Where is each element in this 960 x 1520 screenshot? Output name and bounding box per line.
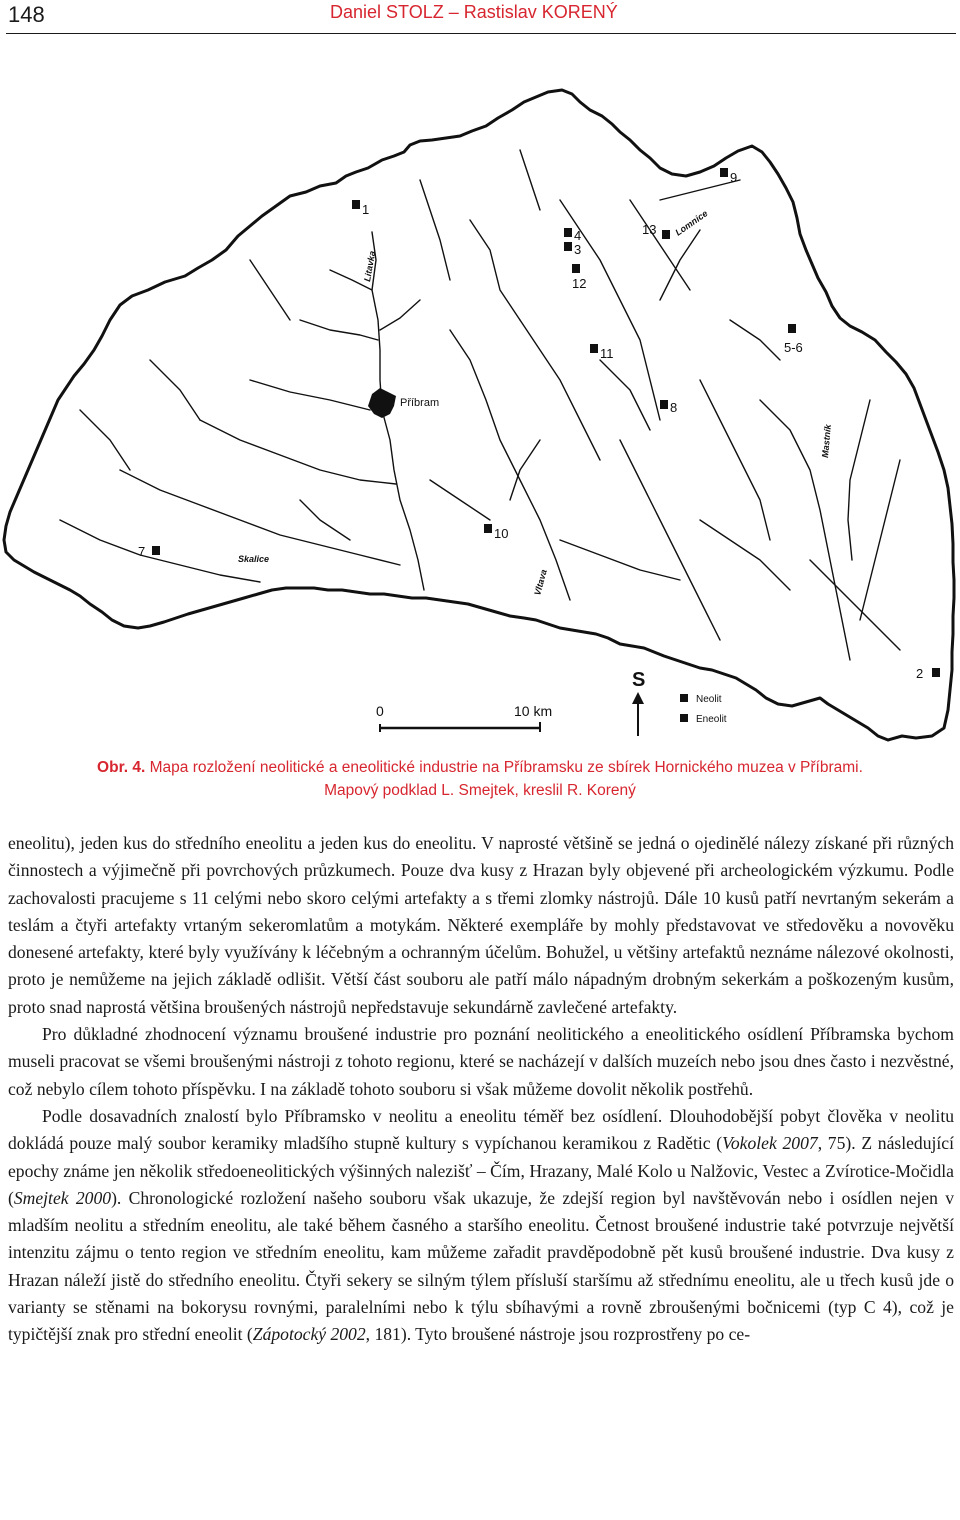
- river-label: Lomnice: [673, 208, 710, 238]
- header-rule: [6, 33, 956, 34]
- site-marker-icon: [590, 344, 598, 353]
- paragraph: [8, 830, 954, 1021]
- paragraph: [8, 1103, 954, 1349]
- site-label: 9: [730, 170, 738, 185]
- paragraph-text: , 75). Z následující epochy známe jen několik středoeneolitických výšinných nalezišť – Čím, Hrazany, Malé Kolo u Nalžovic, Vestec a Zvírotice-Močidla (: [8, 1133, 954, 1208]
- river-label: Litavka: [362, 250, 378, 283]
- site-marker-icon: [788, 324, 796, 333]
- paragraph-text: eneolitu), jeden kus do středního eneolitu a jeden kus do eneolitu. V naprosté většině se jedná o ojedinělé nálezy získané při různých činnostech a výjimečně při povrchových průzkumech. Pouze dva kusy z Hrazan byly objevené při archeologickém výzkumu. Podle zachovalosti pracujeme s 11 celými nebo skoro celými artefakty a s třemi zlomky nástrojů. Dále 10 kusů patří nevrtaným sekerám a teslám a čtyři artefakty vrtaným sekeromlatům a motykám. Některé exempláře by mohly představovat ve středověku a novověku donesené artefakty, které byly využívány k léčebným a ochranným účelům. Bohužel, u většiny artefaktů neznáme nálezové okolnosti, proto je nemůžeme na jejich základě odlišit. Větší část souboru ale patří málo nápadným drobným sekerkám a poškozeným kusům, proto snad naprostá většina broušených nástrojů nepředstavuje sekundárně zavlečené artefakty.: [8, 833, 954, 1017]
- site-marker-icon: [572, 264, 580, 273]
- river-label: Skalice: [238, 554, 270, 564]
- site-marker-icon: [564, 242, 572, 251]
- figure-caption: [0, 756, 960, 802]
- site-marker-icon: [352, 200, 360, 209]
- figure-map: [0, 60, 960, 750]
- north-arrow-icon: [632, 669, 645, 736]
- citation: Vokolek 2007: [722, 1133, 818, 1154]
- paragraph-text: ). Chronologické rozložení našeho souboru však ukazuje, že zdejší region byl navštěvován nebo i osídlen nejen v mladším neolitu a středním eneolitu, ale také během časného a staršího eneolitu. Četnost broušené industrie také potvrzuje největší intenzitu zájmu o tento region ve středním eneolitu, kam můžeme zařadit pravděpodobně pět kusů broušené industrie. Dva kusy z Hrazan náleží jistě do středního eneolitu. Čtyři sekery se silným týlem přísluší staršímu až střednímu eneolitu, ale u třech kusů jde o varianty se stěnami na bokorysu rovnými, paralelními nebo k týlu sbíhavými a rovně zbroušenými bočnicemi (typ C 4), což je typičtější znak pro střední eneolit (: [8, 1187, 954, 1345]
- paragraph-text: , 181). Tyto broušené nástroje jsou rozprostřeny po ce-: [365, 1324, 751, 1345]
- site-label: 4: [574, 228, 582, 243]
- site-marker-icon: [660, 400, 668, 409]
- river-label: Mastník: [820, 423, 833, 459]
- site-label: 11: [600, 346, 614, 361]
- site-label: 5-6: [784, 340, 803, 355]
- citation: Smejtek 2000: [13, 1187, 112, 1208]
- caption-label: Obr. 4.: [97, 759, 146, 776]
- paragraph-text: Pro důkladné zhodnocení významu broušené industrie pro poznání neolitického a eneolitického osídlení Příbramska bychom museli pracovat se všemi broušenými nástroji z tohoto regionu, které se nacházejí v dalších muzeích nebo jsou dnes často i nezvěstné, což nebylo cílem tohoto příspěvku. I na základě tohoto souboru si však můžeme dovolit několik postřehů.: [8, 1024, 954, 1099]
- page-header: [0, 0, 960, 40]
- site-label: 10: [494, 526, 509, 541]
- caption-line-1: [0, 756, 960, 779]
- site-label: 13: [642, 222, 657, 237]
- site-marker-icon: [152, 546, 160, 555]
- site-label: 12: [572, 276, 587, 291]
- region-boundary: [4, 90, 954, 740]
- region-map: [0, 60, 960, 750]
- site-label: 3: [574, 242, 582, 257]
- site-marker-icon: [484, 524, 492, 533]
- legend-neolit: Neolit: [696, 694, 722, 705]
- running-head-authors: Daniel STOLZ – Rastislav KORENÝ: [330, 2, 618, 22]
- site-label: 8: [670, 400, 678, 415]
- site-label: 2: [916, 666, 924, 681]
- paragraph-text: Podle dosavadních znalostí bylo Příbramsko v neolitu a eneolitu téměř bez osídlení. Dlouhodobější pobyt člověka v neolitu dokládá pouze malý soubor keramiky mladšího stupně kultury s vypíchanou keramikou z Radětic (: [8, 1105, 954, 1154]
- site-label: 1: [362, 202, 370, 217]
- page-number: 148: [8, 2, 45, 27]
- town-label: Příbram: [400, 397, 440, 409]
- caption-text-1: Mapa rozložení neolitické a eneolitické industrie na Příbramsku ze sbírek Hornického muzea v Příbrami.: [149, 759, 863, 776]
- site-label: 7: [138, 544, 146, 559]
- river-label: Vltava: [532, 568, 549, 597]
- caption-line-2: Mapový podklad L. Smejtek, kreslil R. Korený: [324, 782, 636, 799]
- site-marker-icon: [932, 668, 940, 677]
- site-marker-icon: [564, 228, 572, 237]
- map-legend: [680, 694, 727, 725]
- body-text: [8, 830, 954, 1349]
- scale-start: 0: [376, 703, 384, 719]
- site-marker-icon: [662, 230, 670, 239]
- citation: Zápotocký 2002: [252, 1324, 366, 1345]
- site-marker-icon: [720, 168, 728, 177]
- scale-end: 10 km: [514, 703, 553, 719]
- legend-eneolit: Eneolit: [696, 714, 727, 725]
- north-letter: S: [632, 669, 646, 691]
- scale-bar: [376, 703, 552, 732]
- paragraph: [8, 1021, 954, 1103]
